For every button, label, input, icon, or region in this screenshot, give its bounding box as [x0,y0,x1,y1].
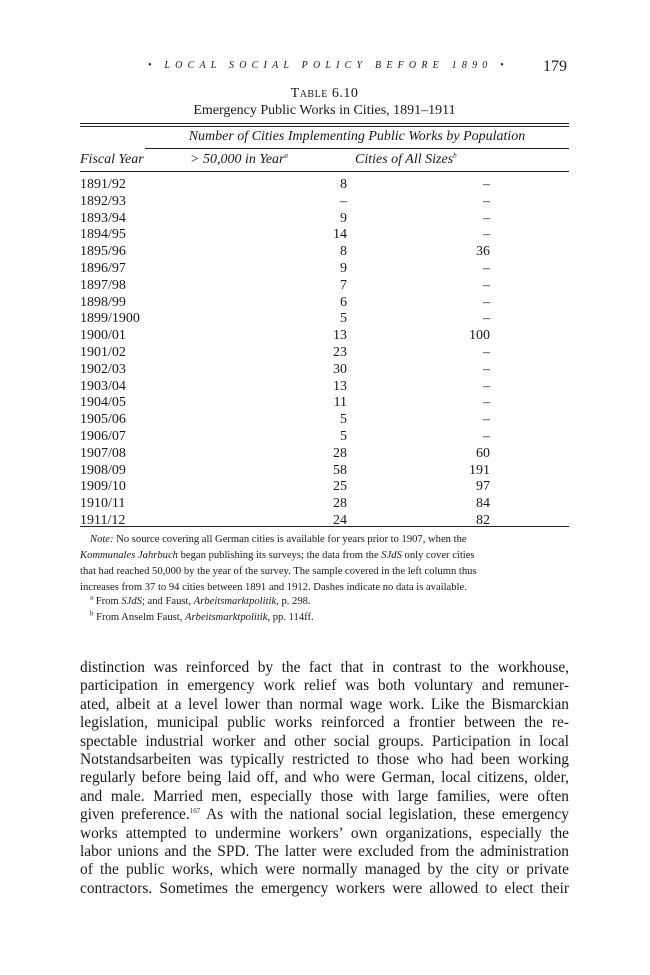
fiscal-year-cell: 1901/02 [80,345,126,360]
large-cities-cell: 23 [333,345,347,360]
fiscal-year-cell: 1904/05 [80,395,126,411]
fiscal-year-cell: 1893/94 [80,210,126,226]
table-top-rule [80,123,569,124]
table-row [80,311,569,328]
footnote-b-source: Arbeitsmarktpolitik [185,612,268,623]
all-cities-cell: – [483,345,490,360]
large-cities-cell: 28 [333,496,347,512]
footnote-a-mark: a [90,593,94,602]
fiscal-year-cell: 1908/09 [80,462,126,478]
large-cities-cell: 30 [333,361,347,377]
table-label: Table 6.10 [290,86,359,101]
all-cities-cell: – [483,429,490,444]
all-cities-cell: 100 [469,328,490,344]
all-cities-cell: – [483,177,490,192]
table-row [80,446,569,463]
fiscal-year-cell: 1907/08 [80,445,126,461]
fiscal-year-cell: 1911/12 [80,513,126,528]
large-cities-cell: 24 [333,513,347,528]
table-row [80,463,569,480]
table-row [80,429,569,446]
table-row [80,278,569,295]
fiscal-year-cell: 1910/11 [80,496,126,512]
large-cities-cell: 5 [340,429,347,444]
table-row [80,211,569,228]
footnote-mark-b: b [453,151,457,160]
all-cities-cell: 84 [476,496,490,512]
footnote-a-source-2: Arbeitsmarktpolitik [193,596,277,607]
body-line: and male. Married men, especially those with large families, were often [80,787,569,805]
fiscal-year-cell: 1905/06 [80,412,126,428]
note-italic-source: SJdS [381,550,402,561]
footnote-b-pre: From Anselm Faust, [96,612,186,623]
fiscal-year-cell: 1891/92 [80,177,126,192]
body-line: Notstandsarbeiten was typically restricted to those who had been working [80,751,569,768]
body-line: legislation, municipal public works reinforced a frontier between the re- [80,714,569,732]
large-cities-cell: – [340,193,347,209]
running-head: • LOCAL SOCIAL POLICY BEFORE 1890 • [148,60,509,71]
body-line: participation in emergency work relief was both voluntary and remuner- [80,677,569,695]
large-cities-cell: 8 [340,244,347,260]
fiscal-year-cell: 1902/03 [80,361,126,377]
fiscal-year-cell: 1894/95 [80,227,126,243]
table-row [80,295,569,312]
all-cities-cell: – [483,311,490,327]
table-row [80,227,569,244]
footnote-mark-a: a [284,151,288,160]
all-cities-cell: – [483,395,490,411]
large-cities-cell: 13 [333,328,347,344]
body-line: distinction was reinforced by the fact that in contrast to the workhouse, [80,659,569,676]
footnote-a-post: , p. 298. [276,596,311,607]
large-cities-cell: 28 [333,445,347,461]
footnote-a-source-1: SJdS [121,596,142,607]
all-cities-cell: – [483,227,490,243]
footnote-b-mark: b [90,609,94,618]
column-spanner-header: Number of Cities Implementing Public Works by Population [188,129,526,144]
table-row [80,261,569,278]
large-cities-cell: 6 [340,294,347,310]
column-header-all-cities-label: Cities of All Sizes [355,152,454,167]
large-cities-cell: 13 [333,378,347,394]
table-title: Emergency Public Works in Cities, 1891–1911 [193,103,456,118]
footnote-a-pre: From [95,596,122,607]
table-row [80,362,569,379]
all-cities-cell: 191 [469,462,490,478]
note-italic-source: Kommunales Jahrbuch [80,550,178,561]
fiscal-year-cell: 1895/96 [80,244,126,260]
table-row [80,496,569,513]
body-line: works attempted to undermine workers’ own organizations, especially the [80,824,569,842]
table-row [80,244,569,261]
all-cities-cell: 60 [476,445,490,461]
all-cities-cell: – [483,412,490,428]
header-rule [80,171,569,172]
large-cities-cell: 25 [333,479,347,495]
table-row [80,194,569,211]
table-row [80,328,569,345]
fiscal-year-cell: 1899/1900 [80,311,140,327]
fiscal-year-cell: 1896/97 [80,261,126,276]
footnote-b-post: , pp. 114ff. [267,612,314,623]
all-cities-cell: 82 [476,513,490,528]
table-top-rule-second [80,126,569,127]
large-cities-cell: 9 [340,210,347,226]
table-note-line-4: increases from 37 to 94 cities between 1891 and 1912. Dashes indicate no data is available. [80,582,467,593]
table-note-line-1 [80,532,569,548]
page-number: 179 [543,58,567,75]
fiscal-year-cell: 1897/98 [80,277,126,293]
all-cities-cell: – [483,361,490,377]
footnote-a-mid: ; and Faust, [141,596,194,607]
all-cities-cell: 97 [476,479,490,495]
table-row [80,379,569,396]
note-lead: Note: [90,534,114,545]
body-line: spectable industrial worker and other social groups. Participation in local [80,732,569,750]
all-cities-cell: – [483,294,490,310]
column-header-fiscal-year: Fiscal Year [80,152,144,167]
fiscal-year-cell: 1898/99 [80,294,126,310]
large-cities-cell: 11 [333,395,347,411]
large-cities-cell: 58 [333,462,347,478]
table-row [80,412,569,429]
column-header-large-cities-label: > 50,000 in Year [190,152,285,167]
table-note-line-3: that had reached 50,000 by the year of the survey. The sample covered in the left column thus [80,566,477,577]
large-cities-cell: 5 [340,311,347,327]
body-line: labor unions and the SPD. The latter were excluded from the administration [80,843,569,860]
body-line: ated, albeit at a level lower than normal wage work. Like the Bismarckian [80,695,569,713]
large-cities-cell: 9 [340,261,347,276]
table-note-line-2: Kommunales Jahrbuch began publishing its surveys; the data from the SJdS only cover cities [80,550,475,561]
large-cities-cell: 5 [340,412,347,428]
spanner-rule [145,148,569,149]
fiscal-year-cell: 1900/01 [80,328,126,344]
all-cities-cell: – [483,193,490,209]
footnote-b [90,609,314,623]
body-line: contractors. Sometimes the emergency workers were allowed to elect their [80,879,569,897]
fiscal-year-cell: 1903/04 [80,378,126,394]
body-line: given preference.$^{167}$ As with the national social legislation, these emergency [80,806,570,824]
large-cities-cell: 7 [340,277,347,293]
body-line: regularly before being laid off, and who were German, local citizens, older, [80,769,569,787]
all-cities-cell: – [483,378,490,394]
table-row [80,479,569,496]
large-cities-cell: 14 [333,227,347,243]
fiscal-year-cell: 1906/07 [80,429,126,444]
note-text-1: No source covering all German cities is available for years prior to 1907, when the [116,534,467,545]
all-cities-cell: – [483,277,490,293]
table-row [80,345,569,362]
column-header-large-cities [190,152,288,168]
fiscal-year-cell: 1892/93 [80,193,126,209]
all-cities-cell: – [483,261,490,276]
footnote-reference: 167 [189,807,201,816]
table-row [80,395,569,412]
table-row [80,513,569,530]
footnote-a [90,593,311,607]
column-header-all-cities [355,152,457,168]
table-bottom-rule [80,526,569,527]
all-cities-cell: – [483,210,490,226]
large-cities-cell: 8 [340,177,347,192]
all-cities-cell: 36 [476,244,490,260]
table-row [80,177,569,194]
fiscal-year-cell: 1909/10 [80,479,126,495]
body-line: of the public works, which were normally managed by the city or private [80,861,569,879]
